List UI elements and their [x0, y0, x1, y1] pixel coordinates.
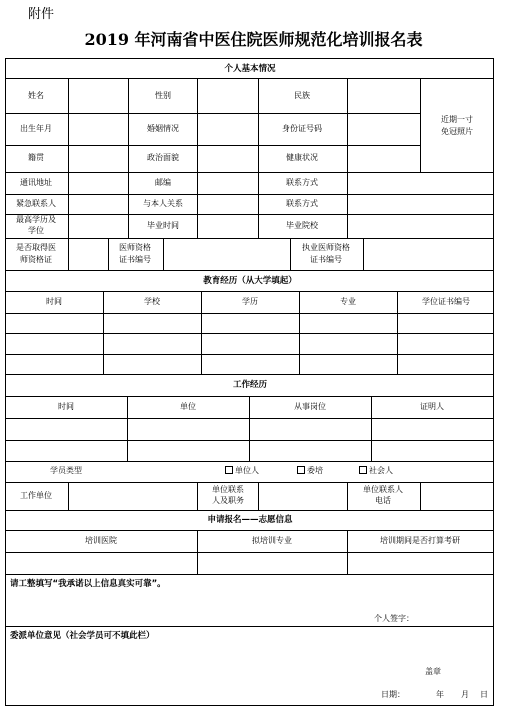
checkbox-icon[interactable]: [225, 466, 233, 474]
work-header-reference: 证明人: [420, 402, 444, 411]
edu-header-time: 时间: [46, 297, 62, 306]
label-contact-2: 联系方式: [286, 199, 318, 208]
label-qualified-line1: 是否取得医: [16, 243, 56, 252]
label-unit-phone-line2: 电话: [375, 496, 391, 505]
section-title-application: 申请报名——志愿信息: [207, 515, 293, 525]
label-unit-contact-line2: 人及职务: [212, 496, 244, 505]
page-title: 2019 年河南省中医住院医师规范化培训报名表: [84, 30, 423, 49]
label-education-line2: 学位: [28, 226, 44, 235]
label-native-place: 籍贯: [28, 153, 44, 162]
edu-header-major: 专业: [340, 297, 356, 306]
checkbox-icon[interactable]: [359, 466, 367, 474]
edu-header-diploma-number: 学位证书编号: [422, 297, 470, 306]
work-header-employer: 单位: [180, 402, 196, 411]
label-photo-line1: 近期一寸: [441, 115, 473, 124]
label-qualified-line2: 师资格证: [20, 255, 52, 264]
label-ethnicity: 民族: [294, 91, 310, 100]
label-license-line1: 执业医师资格: [302, 243, 350, 252]
date-year: 年: [436, 690, 444, 699]
edu-header-degree-level: 学历: [242, 297, 258, 306]
label-health-status: 健康状况: [286, 153, 318, 162]
label-graduation-school: 毕业院校: [286, 221, 318, 230]
attachment-label: 附件: [28, 7, 55, 22]
label-education-line1: 最高学历及: [16, 215, 56, 224]
dispatch-unit-opinion-title: 委派单位意见（社会学员可不填此栏）: [10, 631, 155, 641]
label-birth-date: 出生年月: [20, 124, 52, 133]
app-header-specialty: 拟培训专业: [252, 536, 292, 545]
label-name: 姓名: [28, 91, 44, 100]
section-title-work: 工作经历: [232, 380, 268, 390]
option-social-person[interactable]: 社会人: [359, 466, 393, 476]
label-qual-cert-line1: 医师资格: [119, 243, 151, 252]
label-gender: 性别: [155, 91, 171, 100]
option-unit-person[interactable]: 单位人: [225, 466, 259, 476]
date-month: 月: [461, 690, 469, 699]
date-day: 日: [480, 690, 488, 699]
section-title-education: 教育经历（从大学填起）: [203, 276, 297, 286]
label-unit-phone-line1: 单位联系人: [363, 485, 403, 494]
label-photo-line2: 免冠照片: [441, 127, 473, 136]
signature-label: 个人签字：: [374, 614, 414, 623]
label-qual-cert-line2: 证书编号: [119, 255, 151, 264]
label-marital-status: 婚姻情况: [147, 124, 179, 133]
label-political-status: 政治面貌: [147, 153, 179, 162]
label-relationship: 与本人关系: [143, 199, 183, 208]
label-id-number: 身份证号码: [282, 124, 322, 133]
work-header-time: 时间: [58, 402, 74, 411]
seal-label: 盖章: [425, 667, 441, 676]
option-commissioned[interactable]: 委培: [297, 466, 323, 476]
edu-header-school: 学校: [144, 297, 160, 306]
checkbox-icon[interactable]: [297, 466, 305, 474]
label-address: 通讯地址: [20, 178, 52, 187]
label-postcode: 邮编: [155, 178, 171, 187]
label-trainee-type: 学员类型: [50, 466, 82, 475]
app-header-postgrad-plan: 培训期间是否打算考研: [380, 536, 460, 545]
label-graduation-date: 毕业时间: [147, 221, 179, 230]
label-license-line2: 证书编号: [310, 255, 342, 264]
section-title-personal: 个人基本情况: [224, 64, 276, 74]
label-emergency-contact: 紧急联系人: [16, 199, 56, 208]
app-header-hospital: 培训医院: [85, 536, 117, 545]
pledge-instruction: 请工整填写“我承诺以上信息真实可靠”。: [10, 579, 166, 589]
label-unit-contact-line1: 单位联系: [212, 485, 244, 494]
work-header-position: 从事岗位: [294, 402, 326, 411]
label-contact-1: 联系方式: [286, 178, 318, 187]
date-label: 日期：: [381, 690, 405, 699]
label-employer: 工作单位: [20, 491, 52, 500]
